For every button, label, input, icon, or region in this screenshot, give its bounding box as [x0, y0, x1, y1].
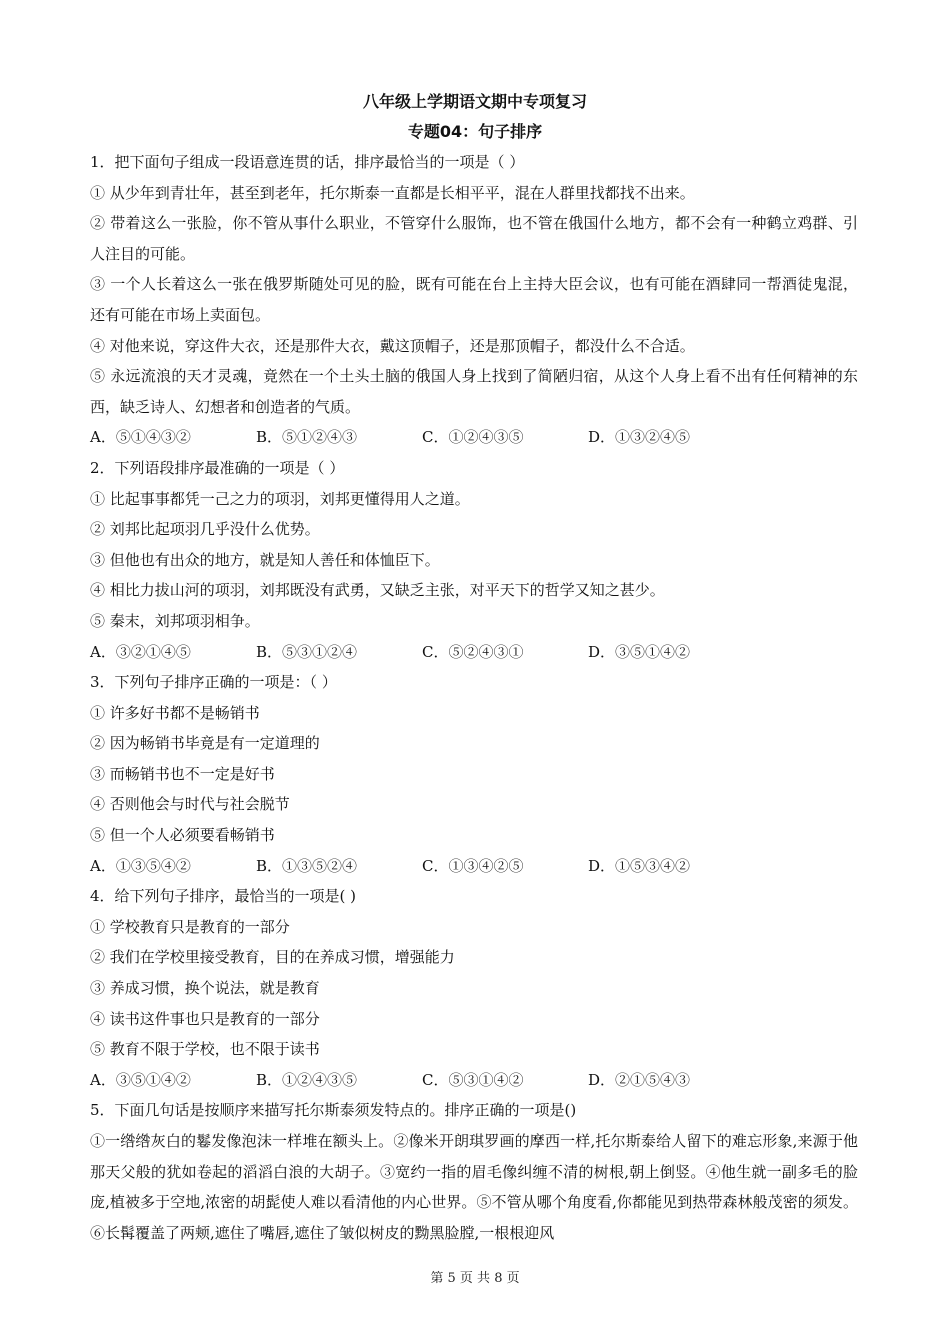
question-5-text: ①一绺绺灰白的鬈发像泡沫一样堆在额头上。②像米开朗琪罗画的摩西一样,托尔斯泰给人留下的难忘形象,来源于他那天父般的犹如卷起的滔滔白浪的大胡子。③宽约一指的眉毛像纠缠不清的树根,朝上倒竖。④他生就一副多毛的脸庞,植被多于空地,浓密的胡髭使人难以看清他的内心世界。⑤不管从哪个角度看,你都能见到热带森林般茂密的须发。⑥长髯覆盖了两颊,遮住了嘴唇,遮住了皱似树皮的黝黑脸膛,一根根迎风 — [90, 1132, 858, 1242]
question-2-item: ② 刘邦比起项羽几乎没什么优势。 — [90, 520, 320, 539]
question-3-item: ① 许多好书都不是畅销书 — [90, 703, 260, 722]
option-d[interactable]: D．①⑤③④② — [588, 856, 691, 875]
page-footer: 第 5 页 共 8 页 — [430, 1271, 520, 1286]
question-2-stem: 2．下列语段排序最准确的一项是（ ） — [90, 458, 345, 477]
option-b[interactable]: B．⑤①②④③ — [256, 428, 358, 447]
option-c[interactable]: C．①③④②⑤ — [422, 856, 524, 875]
question-3-options — [90, 851, 858, 882]
option-c[interactable]: C．⑤③①④② — [422, 1070, 524, 1089]
question-3-item: ⑤ 但一个人必须要看畅销书 — [90, 826, 275, 845]
question-2-options — [90, 637, 858, 668]
question-3-stem: 3．下列句子排序正确的一项是：（ ） — [90, 673, 337, 692]
question-1-item: ⑤ 永远流浪的天才灵魂，竟然在一个土头土脑的俄国人身上找到了简陋归宿，从这个人身上看不出有任何精神的东西，缺乏诗人、幻想者和创造者的气质。 — [90, 367, 858, 416]
option-c[interactable]: C．①②④③⑤ — [422, 428, 524, 447]
option-c[interactable]: C．⑤②④③① — [422, 642, 524, 661]
question-2-item: ① 比起事事都凭一己之力的项羽，刘邦更懂得用人之道。 — [90, 489, 470, 508]
question-3-item: ② 因为畅销书毕竟是有一定道理的 — [90, 734, 320, 753]
question-3-item: ③ 而畅销书也不一定是好书 — [90, 764, 275, 783]
option-a[interactable]: A．③②①④⑤ — [90, 642, 191, 661]
option-b[interactable]: B．①②④③⑤ — [256, 1070, 358, 1089]
document-body — [90, 147, 858, 1248]
question-1-item: ① 从少年到青壮年，甚至到老年，托尔斯泰一直都是长相平平，混在人群里找都找不出来。 — [90, 183, 695, 202]
option-b[interactable]: B．①③⑤②④ — [256, 856, 358, 875]
option-d[interactable]: D．③⑤①④② — [588, 642, 691, 661]
document-title: 八年级上学期语文期中专项复习 — [362, 92, 587, 111]
question-4-item: ③ 养成习惯，换个说法，就是教育 — [90, 979, 320, 998]
question-2-item: ⑤ 秦末，刘邦项羽相争。 — [90, 611, 260, 630]
option-a[interactable]: A．①③⑤④② — [90, 856, 191, 875]
option-d[interactable]: D．①③②④⑤ — [588, 428, 691, 447]
question-4-options — [90, 1065, 858, 1096]
question-5-stem: 5．下面几句话是按顺序来描写托尔斯泰须发特点的。排序正确的一项是() — [90, 1101, 577, 1120]
option-a[interactable]: A．⑤①④③② — [90, 428, 191, 447]
question-2-item: ④ 相比力拔山河的项羽，刘邦既没有武勇，又缺乏主张，对平天下的哲学又知之甚少。 — [90, 581, 665, 600]
question-4-item: ② 我们在学校里接受教育，目的在养成习惯，增强能力 — [90, 948, 455, 967]
question-1-options — [90, 422, 858, 453]
question-4-stem: 4．给下列句子排序，最恰当的一项是( ) — [90, 887, 357, 906]
question-3-item: ④ 否则他会与时代与社会脱节 — [90, 795, 290, 814]
question-1-item: ③ 一个人长着这么一张在俄罗斯随处可见的脸，既有可能在台上主持大臣会议，也有可能在酒肆同一帮酒徒鬼混，还有可能在市场上卖面包。 — [90, 275, 858, 324]
option-b[interactable]: B．⑤③①②④ — [256, 642, 358, 661]
question-4-item: ④ 读书这件事也只是教育的一部分 — [90, 1009, 320, 1028]
option-d[interactable]: D．②①⑤④③ — [588, 1070, 691, 1089]
document-subtitle: 专题04：句子排序 — [407, 122, 543, 141]
question-2-item: ③ 但他也有出众的地方，就是知人善任和体恤臣下。 — [90, 550, 440, 569]
question-4-item: ① 学校教育只是教育的一部分 — [90, 917, 290, 936]
question-1-stem: 1．把下面句子组成一段语意连贯的话，排序最恰当的一项是（ ） — [90, 153, 525, 171]
question-4-item: ⑤ 教育不限于学校，也不限于读书 — [90, 1040, 320, 1059]
question-1-item: ② 带着这么一张脸，你不管从事什么职业，不管穿什么服饰，也不管在俄国什么地方，都不会有一种鹤立鸡群、引人注目的可能。 — [90, 214, 858, 263]
question-1-item: ④ 对他来说，穿这件大衣，还是那件大衣，戴这顶帽子，还是那顶帽子，都没什么不合适。 — [90, 336, 695, 355]
option-a[interactable]: A．③⑤①④② — [90, 1070, 191, 1089]
